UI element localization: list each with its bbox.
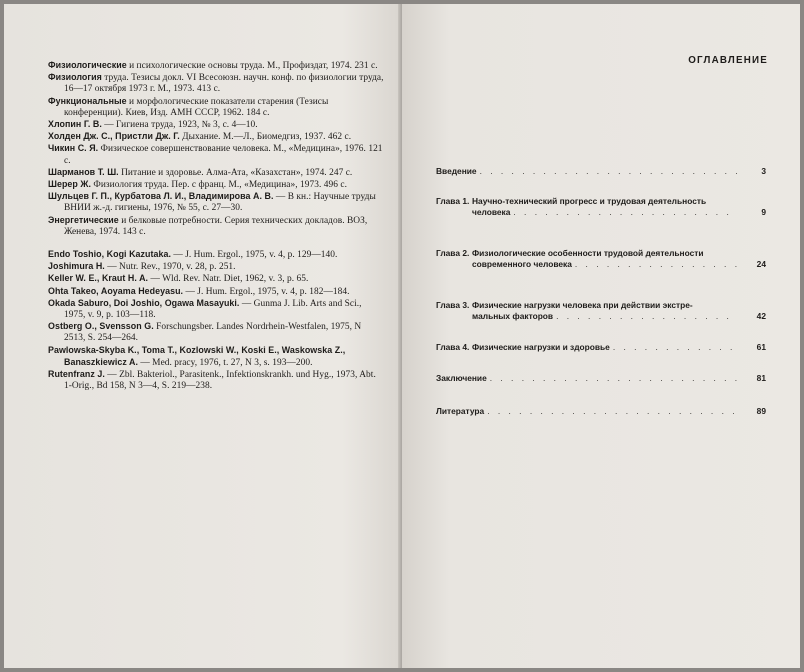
toc-page-number: 9 [761, 207, 766, 217]
toc-page-number: 3 [761, 166, 766, 176]
toc-entry-title: современного человека [472, 259, 572, 269]
reference-text: — Nutr. Rev., 1970, v. 28, p. 251. [104, 262, 236, 273]
reference-author: Шульцев Г. П., Курбатова Л. И., Владимирова А. В. [48, 191, 274, 202]
reference-group-gap [48, 238, 384, 249]
reference-text: — Wld. Rev. Natr. Diet, 1962, v. 3, p. 65. [148, 274, 309, 285]
reference-item [48, 143, 384, 166]
reference-group-russian [48, 60, 384, 238]
reference-item [48, 72, 384, 95]
reference-item [48, 167, 384, 179]
toc-chapter-label: Глава 3. [436, 300, 470, 310]
reference-item [48, 261, 384, 273]
reference-text: Физиология труда. Пер. с франц. М., «Медицина», 1973. 496 с. [91, 180, 347, 191]
toc-chapter-label: Глава 2. [436, 248, 470, 258]
toc-leader-dots [480, 166, 737, 177]
toc-entry[interactable] [436, 406, 766, 417]
toc-entry-label: Заключение [436, 373, 487, 383]
reference-author: Rutenfranz J. [48, 369, 105, 380]
toc-entry-title: Физиологические особенности трудовой деятельности [472, 248, 704, 258]
reference-author: Шарманов Т. Ш. [48, 166, 119, 177]
reference-item [48, 273, 384, 285]
toc-entry-title: Научно-технический прогресс и трудовая деятельность [472, 196, 707, 206]
reference-text: — J. Hum. Ergol., 1975, v. 4, p. 182—184. [183, 286, 350, 297]
reference-item [48, 321, 384, 344]
reference-item [48, 60, 384, 72]
reference-item [48, 119, 384, 131]
reference-group-foreign [48, 249, 384, 392]
reference-text: — Zbl. Bakteriol., Parasitenk., Infektionskrankh. und Hyg., 1973, Abt. 1-Orig., Bd 158, N 3—4, S. 219—238. [64, 370, 376, 392]
toc-leader-dots [513, 207, 737, 218]
reference-author: Чикин С. Я. [48, 143, 99, 154]
reference-author: Физиология [48, 72, 102, 83]
toc-chapter-label: Глава 4. [436, 342, 470, 352]
reference-item [48, 369, 384, 392]
toc-entry-title: человека [472, 207, 511, 217]
reference-item [48, 345, 384, 369]
reference-text: — Гигиена труда, 1923, № 3, с. 4—10. [101, 120, 258, 131]
reference-text: Дыхание. М.—Л., Биомедгиз, 1937. 462 с. [179, 132, 352, 143]
reference-author: Ohta Takeo, Aoyama Hedeyasu. [48, 285, 184, 296]
toc-page-number: 42 [756, 311, 766, 321]
reference-author: Холден Дж. С., Пристли Дж. Г. [48, 131, 180, 142]
toc-entry-title: Физические нагрузки человека при действии экстре- [472, 300, 693, 310]
reference-author: Keller W. E., Kraut H. A. [48, 273, 149, 284]
right-page [402, 4, 800, 668]
reference-text: и белковые потребности. Серия технических докладов. ВОЗ, Женева, 1974. 143 с. [64, 215, 368, 237]
reference-author: Ostberg O., Svensson G. [48, 321, 154, 332]
toc-leader-dots [487, 406, 737, 417]
toc-page-number: 81 [756, 373, 766, 383]
reference-item [48, 179, 384, 191]
reference-item [48, 131, 384, 143]
reference-item [48, 96, 384, 119]
toc-page-number: 24 [756, 259, 766, 269]
left-page [4, 4, 402, 668]
reference-text: Физическое совершенствование человека. М., «Медицина», 1976. 121 с. [64, 144, 383, 166]
reference-item [48, 215, 384, 238]
toc-entry[interactable] [436, 300, 766, 322]
reference-item [48, 191, 384, 214]
reference-author: Pawlowska-Skyba K., Toma T., Kozlowski W., Koski E., Waskowska Z., Banaszkiewicz A. [48, 344, 346, 367]
reference-author: Энергетические [48, 214, 119, 225]
toc-page-number: 89 [756, 406, 766, 416]
reference-text: — Gunma J. Lib. Arts and Sci., 1975, v. 9, p. 103—118. [64, 298, 362, 321]
toc-chapter-label: Глава 1. [436, 196, 470, 206]
reference-text: Питание и здоровье. Алма-Ата, «Казахстан», 1974. 247 с. [118, 167, 353, 178]
reference-text: Forschungsber. Landes Nordrhein-Westfalen, 1975, N 2513, S. 254—264. [64, 322, 362, 344]
reference-item [48, 286, 384, 298]
reference-author: Физиологические [48, 60, 127, 70]
reference-text: и морфологические показатели старения (Тезисы конференции). Киев, Изд. АМН СССР, 1962. 184 с. [64, 96, 329, 118]
toc-leader-dots [490, 373, 737, 384]
toc-entry[interactable] [436, 166, 766, 177]
reference-author: Endo Toshio, Kogi Kazutaka. [48, 249, 171, 260]
reference-author: Шерер Ж. [48, 179, 91, 190]
toc-entry-label: Литература [436, 406, 485, 416]
toc-entry-label: Введение [436, 166, 477, 176]
reference-text: — В кн.: Научные труды ВНИИ ж.-д. гигиены, 1976, № 55, с. 27—30. [64, 192, 376, 214]
toc-entry-title: мальных факторов [472, 311, 554, 321]
reference-author: Хлопин Г. В. [48, 119, 102, 130]
reference-author: Функциональные [48, 95, 127, 106]
toc-title: ОГЛАВЛЕНИЕ [688, 55, 768, 66]
toc-entry[interactable] [436, 342, 766, 353]
toc-leader-dots [556, 311, 737, 322]
reference-text: — Med. pracy, 1976, t. 27, N 3, s. 193—200. [137, 357, 313, 368]
reference-text: — J. Hum. Ergol., 1975, v. 4, p. 129—140. [170, 250, 338, 261]
reference-item [48, 298, 384, 321]
toc-entry[interactable] [436, 196, 766, 218]
toc-leader-dots [575, 259, 737, 270]
toc-entry[interactable] [436, 248, 766, 270]
reference-author: Joshimura H. [48, 261, 105, 272]
toc-entry-title: Физические нагрузки и здоровье [472, 342, 610, 352]
reference-item [48, 249, 384, 261]
reference-author: Okada Saburo, Doi Joshio, Ogawa Masayuki. [48, 297, 240, 308]
reference-text: труда. Тезисы докл. VI Всесоюзн. научн. конф. по физиологии труда, 16—17 октября 1973 г. М., 1973. 413 с. [64, 73, 384, 95]
reference-list [48, 60, 384, 392]
toc-leader-dots [613, 342, 737, 353]
toc-entry[interactable] [436, 373, 766, 384]
reference-text: и психологические основы труда. М., Профиздат, 1974. 231 с. [126, 61, 378, 71]
toc-page-number: 61 [756, 342, 766, 352]
